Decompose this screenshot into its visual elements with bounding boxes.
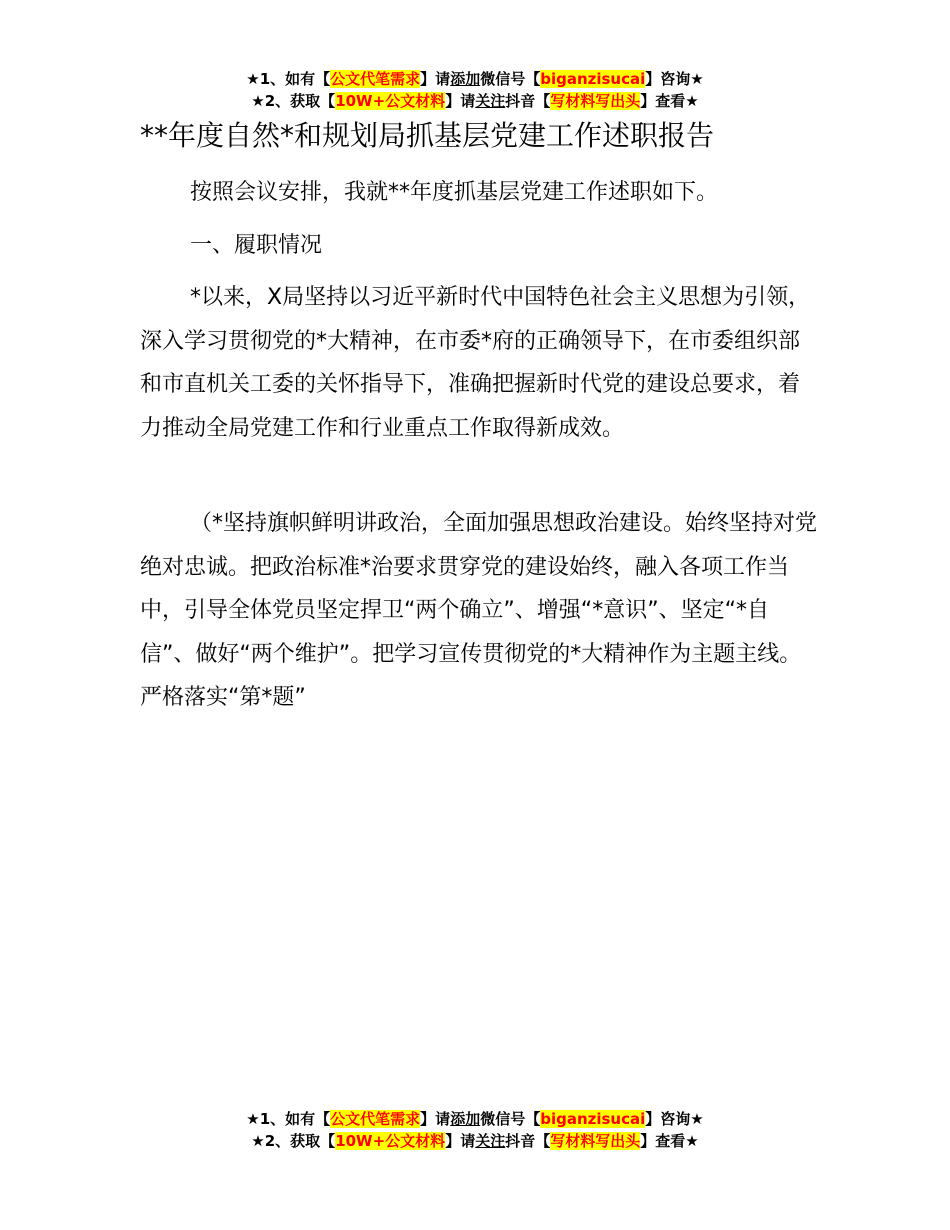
notice-underline: 添加 bbox=[450, 1110, 481, 1128]
intro-paragraph: 按照会议安排，我就**年度抓基层党建工作述职如下。 bbox=[190, 180, 719, 205]
notice-line-1 bbox=[0, 1108, 950, 1130]
notice-highlight: 10W+公文材料 bbox=[335, 92, 446, 110]
notice-line-2 bbox=[0, 1130, 950, 1152]
notice-highlight: biganzisucai bbox=[540, 70, 646, 88]
notice-line-1 bbox=[0, 68, 950, 90]
notice-text: 微信号【 bbox=[480, 1110, 541, 1128]
notice-text: ★1、如有【 bbox=[246, 70, 331, 88]
section-heading: 一、履职情况 bbox=[190, 233, 323, 258]
notice-text: 】咨询★ bbox=[645, 70, 704, 88]
body-paragraph: （*坚持旗帜鲜明讲政治，全面加强思想政治建设。始终坚持对党绝对忠诚。把政治标准*治要求贯穿党的建设始终，融入各项工作当中，引导全体党员坚定捍卫“两个确立”、增强“*意识”、坚定“*自信”、做好“两个维护”。把学习宣传贯彻党的*大精神作为主题主线。严格落实“第*题” bbox=[140, 511, 818, 710]
notice-text: 】查看★ bbox=[640, 1132, 699, 1150]
notice-text: ★2、获取【 bbox=[251, 92, 336, 110]
notice-line-2 bbox=[0, 90, 950, 112]
notice-text: 】请 bbox=[420, 1110, 451, 1128]
notice-highlight: 写材料写出头 bbox=[550, 1132, 641, 1150]
notice-highlight: 10W+公文材料 bbox=[335, 1132, 446, 1150]
notice-text: ★2、获取【 bbox=[251, 1132, 336, 1150]
notice-text: 】请 bbox=[445, 92, 476, 110]
notice-underline: 关注 bbox=[475, 92, 506, 110]
notice-text: 】查看★ bbox=[640, 92, 699, 110]
notice-underline: 关注 bbox=[475, 1132, 506, 1150]
body-paragraph: *以来，X局坚持以习近平新时代中国特色社会主义思想为引领，深入学习贯彻党的*大精神，在市委*府的正确领导下，在市委组织部和市直机关工委的关怀指导下，准确把握新时代党的建设总要求，着力推动全局党建工作和行业重点工作取得新成效。 bbox=[140, 285, 811, 441]
notice-text: 抖音【 bbox=[505, 92, 551, 110]
notice-text: 】咨询★ bbox=[645, 1110, 704, 1128]
notice-text: 微信号【 bbox=[480, 70, 541, 88]
notice-text: ★1、如有【 bbox=[246, 1110, 331, 1128]
notice-text: 】请 bbox=[445, 1132, 476, 1150]
footer-notice bbox=[0, 1108, 950, 1152]
notice-highlight: 公文代笔需求 bbox=[330, 1110, 421, 1128]
notice-highlight: 写材料写出头 bbox=[550, 92, 641, 110]
notice-highlight: 公文代笔需求 bbox=[330, 70, 421, 88]
notice-highlight: biganzisucai bbox=[540, 1110, 646, 1128]
notice-underline: 添加 bbox=[450, 70, 481, 88]
document-title: **年度自然*和规划局抓基层党建工作述职报告 bbox=[140, 119, 715, 152]
notice-text: 】请 bbox=[420, 70, 451, 88]
header-notice bbox=[0, 68, 950, 112]
notice-text: 抖音【 bbox=[505, 1132, 551, 1150]
